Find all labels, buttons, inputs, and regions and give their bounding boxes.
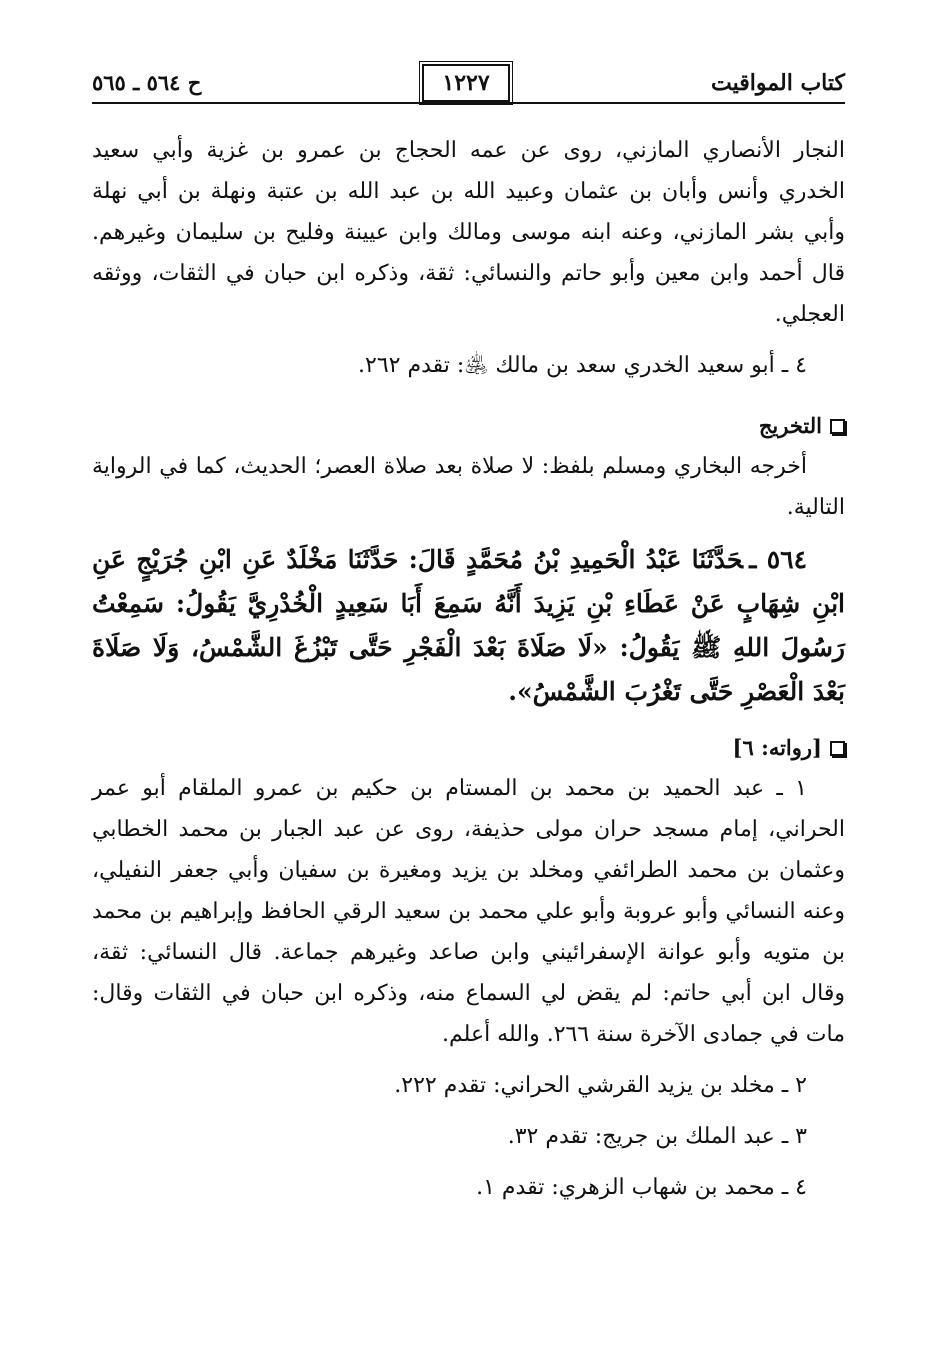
- rowatuh-heading-label: [رواته: ٦]: [732, 735, 822, 760]
- hadith-body: حَدَّثَنَا عَبْدُ الْحَمِيدِ بْنُ مُحَمَّدٍ قَالَ: حَدَّثَنَا مَخْلَدٌ عَنِ ابْنِ جُرَيْجٍ عَنِ ابْنِ شِهَابٍ عَنْ عَطَاءِ بْنِ يَزِيدَ أَنَّهُ سَمِعَ أَبَا سَعِيدٍ الْخُدْرِيَّ يَقُولُ: سَمِعْتُ رَسُولَ اللهِ ﷺ يَقُولُ: «لَا صَلَاةَ بَعْدَ الْفَجْرِ حَتَّى تَبْزُغَ الشَّمْسُ، وَلَا صَلَاةَ بَعْدَ الْعَصْرِ حَتَّى تَغْرُبَ الشَّمْسُ».: [92, 545, 845, 706]
- hadith-range: ح ٥٦٤ ـ ٥٦٥: [92, 70, 202, 95]
- square-bullet-icon: [830, 419, 845, 434]
- takhrij-text: أخرجه البخاري ومسلم بلفظ: لا صلاة بعد صلاة العصر؛ الحديث، كما في الرواية التالية.: [92, 454, 845, 520]
- narrator-continuation: النجار الأنصاري المازني، روى عن عمه الحجاج بن عمرو بن غزية وأبي سعيد الخدري وأنس وأبان بن عثمان وعبيد الله بن عبد الله بن عتبة ونهلة بن أبي نهلة وأبي بشر المازني، وعنه ابنه موسى ومالك وابن عيينة وفليح بن سليمان وغيرهم. قال أحمد وابن معين وأبو حاتم والنسائي: ثقة، وذكره ابن حبان في الثقات، ووثقه العجلي.: [92, 138, 845, 327]
- takhrij-heading-label: التخريج: [758, 413, 822, 438]
- hadith-number: ٥٦٤ ـ: [749, 545, 808, 574]
- page-header: [92, 64, 845, 104]
- book-page: [92, 64, 845, 1208]
- narrator-3-entry: ٣ ـ عبد الملك بن جريج: تقدم ٣٢.: [507, 1124, 807, 1149]
- hadith-text: [92, 538, 845, 714]
- running-title: كتاب المواقيت: [711, 70, 845, 96]
- square-bullet-icon: [830, 741, 845, 756]
- page-number: ١٢٢٧: [422, 64, 510, 102]
- takhrij-heading: [92, 406, 845, 446]
- narrator-1-entry: ١ ـ عبد الحميد بن محمد بن المستام بن حكيم بن عمرو الملقام أبو عمر الحراني، إمام مسجد حران مولى حذيفة، روى عن عبد الجبار بن محمد الخطابي وعثمان بن محمد الطرائفي ومخلد بن يزيد ومغيرة بن سفيان وأبي جعفر النفيلي، وعنه النسائي وأبو عروبة وأبو علي محمد بن سعيد الرقي الحافظ وإبراهيم بن محمد بن متويه وأبو عوانة الإسفرائيني وابن صاعد وغيرهم جماعة. قال النسائي: ثقة، وقال ابن أبي حاتم: لم يقض لي السماع منه، وذكره ابن حبان في الثقات وقال: مات في جمادى الآخرة سنة ٢٦٦. والله أعلم.: [92, 776, 845, 1047]
- rowatuh-heading: [92, 728, 845, 768]
- narrator-4-entry: ٤ ـ أبو سعيد الخدري سعد بن مالك ﵁: تقدم ٢٦٢.: [358, 353, 807, 378]
- header-divider: [92, 102, 845, 104]
- narrator-2-entry: ٢ ـ مخلد بن يزيد القرشي الحراني: تقدم ٢٢٢.: [394, 1073, 807, 1098]
- narrator-4b-entry: ٤ ـ محمد بن شهاب الزهري: تقدم ١.: [476, 1175, 807, 1200]
